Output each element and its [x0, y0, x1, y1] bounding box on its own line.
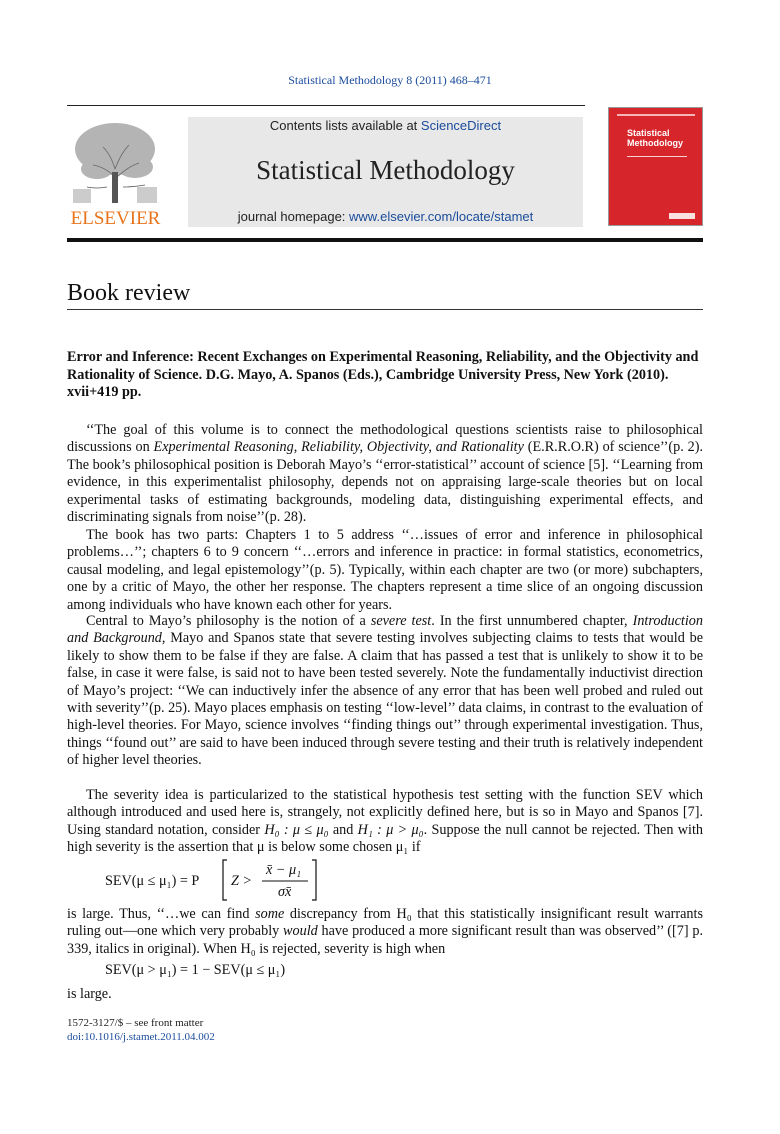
cover-title: Statistical Methodology	[627, 128, 683, 148]
journal-title: Statistical Methodology	[256, 155, 515, 185]
elsevier-logo	[67, 117, 164, 227]
review-title: Error and Inference: Recent Exchanges on Experimental Reasoning, Reliability, and the Objectivity and Rationality of Science. D.G. Mayo, A. Spanos (Eds.), Cambridge University Press, New York (2010). xvii+419 pp.	[67, 349, 699, 401]
paragraph-5: is large. Thus, ‘‘…we can find some discrepancy from H₀ that this statistically insignificant result warrants ruling out—one which very probably would have produced a more significant result than was observed’’ ([7] p. 339, italics in original). When H₀ is rejected, severity is high when	[67, 906, 703, 957]
paragraph-3: Central to Mayo’s philosophy is the notion of a severe test. In the first unnumbered chapter, Introduction and Background, Mayo and Spanos state that severe testing involves subjecting claims to tests that would be likely to show them to be false if they are false. A claim that has passed a test that is unlikely to show it to be false, in case it were false, is said not to have been tested severely. Note the fundamentally inductivist direction of Mayo’s project: ‘‘We can inductively infer the absence of any error that has been well probed and ruled out with severity’’(p. 25). Mayo places emphasis on testing ‘‘low-level’’ data claims, in contrast to the evaluation of high-level theories. For Mayo, science involves ‘‘finding things out’’ through experimental investigation. Thus, things ‘‘found out’’ are said to have been induced through severe testing and their truth is relatively independent of higher level theories.	[67, 613, 703, 769]
heading-rule	[67, 309, 703, 310]
top-rule	[67, 105, 585, 106]
equation-1-z: Z >	[231, 873, 253, 889]
homepage-line: journal homepage: www.elsevier.com/locate/stamet	[237, 209, 534, 224]
equation-1-numerator: x̄ − μ₁	[266, 862, 302, 878]
elsevier-tree-icon	[67, 117, 164, 227]
sciencedirect-link[interactable]: ScienceDirect	[420, 118, 502, 133]
equation-1-bracket	[222, 858, 322, 902]
paragraph-2: The book has two parts: Chapters 1 to 5 address ‘‘…issues of error and inference in philosophical problems…’’; chapters 6 to 9 concern ‘‘…errors and inference in practice: in formal statistics, econometrics, causal modeling, and legal epistemology’’(p. 5). Typically, within each chapter are two (or more) subchapters, one by a critic of Mayo, the other her response. The chapters represent a time slice of an ongoing discussion among individuals who have known each other for years.	[67, 527, 703, 613]
equation-1-denominator: σx̄	[278, 884, 292, 900]
masthead-rule	[67, 238, 703, 242]
elsevier-wordmark: ELSEVIER	[70, 208, 161, 227]
doi-link[interactable]: doi:10.1016/j.stamet.2011.04.002	[67, 1031, 215, 1043]
paragraph-1: ‘‘The goal of this volume is to connect the methodological questions scientists raise to philosophical discussions on Experimental Reasoning, Reliability, Objectivity, and Rationality (E.R.R.O.R) of science’’(p. 2). The book’s philosophical position is Deborah Mayo’s ‘‘error-statistical’’ account of science [5]. ‘‘Learning from evidence, in this experimentalist philosophy, depends not on appraising large-scale theories but on local experimental tasks of estimating backgrounds, modeling data, distinguishing experimental effects, and discriminating signals from noise’’(p. 28).	[67, 422, 703, 526]
contents-line: Contents lists available at ScienceDirect	[269, 118, 502, 133]
equation-1-left: SEV(μ ≤ μ₁) = P	[105, 873, 200, 889]
journal-masthead	[188, 117, 583, 227]
section-heading: Book review	[67, 280, 191, 306]
issn-line: 1572-3127/$ – see front matter	[67, 1017, 204, 1029]
paragraph-6: is large.	[67, 986, 112, 1002]
journal-citation[interactable]: Statistical Methodology 8 (2011) 468–471	[288, 73, 492, 87]
journal-cover	[608, 107, 703, 226]
paragraph-4: The severity idea is particularized to the statistical hypothesis test setting with the function SEV which although introduced and used here is, strangely, not explicitly defined here, but is so in Mayo and Spanos [7]. Using standard notation, consider H₀ : μ ≤ μ₀ and H₁ : μ > μ₀. Suppose the null cannot be rejected. Then with high severity is the assertion that μ is below some chosen μ₁ if	[67, 787, 703, 856]
homepage-link[interactable]: www.elsevier.com/locate/stamet	[349, 209, 534, 224]
equation-2: SEV(μ > μ₁) = 1 − SEV(μ ≤ μ₁)	[105, 962, 286, 978]
